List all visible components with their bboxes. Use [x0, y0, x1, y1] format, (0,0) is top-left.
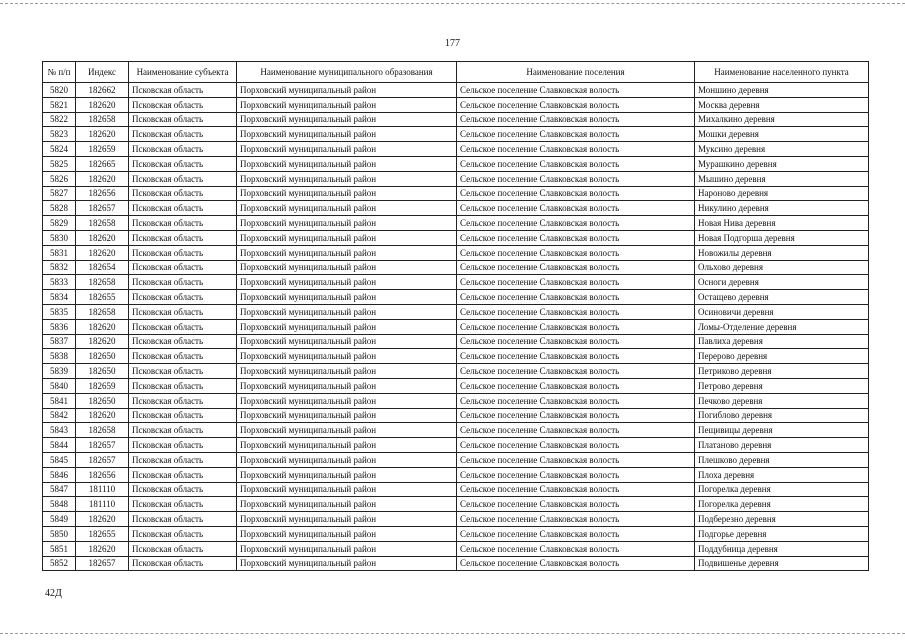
cell-settlement: Сельское поселение Славковская волость — [457, 378, 695, 393]
cell-index: 182620 — [76, 127, 129, 142]
table-row — [43, 438, 869, 453]
cell-index: 182655 — [76, 290, 129, 305]
cell-index: 182658 — [76, 112, 129, 127]
cell-settlement: Сельское поселение Славковская волость — [457, 201, 695, 216]
cell-settlement: Сельское поселение Славковская волость — [457, 349, 695, 364]
table-row — [43, 201, 869, 216]
table-row — [43, 83, 869, 98]
cell-subject: Псковская область — [129, 260, 237, 275]
cell-num: 5842 — [43, 408, 76, 423]
cell-locality: Новая Подгорша деревня — [695, 230, 869, 245]
cell-locality: Новая Нива деревня — [695, 216, 869, 231]
cell-index: 182655 — [76, 526, 129, 541]
cell-settlement: Сельское поселение Славковская волость — [457, 334, 695, 349]
table-row — [43, 142, 869, 157]
cell-settlement: Сельское поселение Славковская волость — [457, 512, 695, 527]
cell-subject: Псковская область — [129, 512, 237, 527]
cell-num: 5826 — [43, 171, 76, 186]
cell-settlement: Сельское поселение Славковская волость — [457, 142, 695, 157]
cell-settlement: Сельское поселение Славковская волость — [457, 186, 695, 201]
cell-settlement: Сельское поселение Славковская волость — [457, 156, 695, 171]
cell-settlement: Сельское поселение Славковская волость — [457, 556, 695, 571]
cell-num: 5834 — [43, 290, 76, 305]
cell-locality: Плешково деревня — [695, 452, 869, 467]
table-row — [43, 216, 869, 231]
page-number: 177 — [445, 38, 460, 49]
cell-subject: Псковская область — [129, 378, 237, 393]
cell-index: 182658 — [76, 304, 129, 319]
table-row — [43, 290, 869, 305]
table-row — [43, 186, 869, 201]
cell-index: 182658 — [76, 423, 129, 438]
cell-settlement: Сельское поселение Славковская волость — [457, 393, 695, 408]
cell-subject: Псковская область — [129, 349, 237, 364]
cell-num: 5845 — [43, 452, 76, 467]
cell-locality: Подберезно деревня — [695, 512, 869, 527]
cell-index: 182620 — [76, 319, 129, 334]
cell-num: 5838 — [43, 349, 76, 364]
cell-municipality: Порховский муниципальный район — [237, 334, 457, 349]
cell-subject: Псковская область — [129, 438, 237, 453]
cell-municipality: Порховский муниципальный район — [237, 127, 457, 142]
cell-subject: Псковская область — [129, 393, 237, 408]
cell-subject: Псковская область — [129, 364, 237, 379]
cell-settlement: Сельское поселение Славковская волость — [457, 364, 695, 379]
table-row — [43, 526, 869, 541]
cell-settlement: Сельское поселение Славковская волость — [457, 482, 695, 497]
table-header-row — [43, 62, 869, 83]
cell-subject: Псковская область — [129, 245, 237, 260]
cell-index: 182650 — [76, 364, 129, 379]
cell-locality: Перерово деревня — [695, 349, 869, 364]
cell-settlement: Сельское поселение Славковская волость — [457, 245, 695, 260]
cell-municipality: Порховский муниципальный район — [237, 201, 457, 216]
table-row — [43, 378, 869, 393]
cell-municipality: Порховский муниципальный район — [237, 408, 457, 423]
table-row — [43, 230, 869, 245]
cell-locality: Осиновичи деревня — [695, 304, 869, 319]
cell-num: 5831 — [43, 245, 76, 260]
cell-subject: Псковская область — [129, 556, 237, 571]
cell-subject: Псковская область — [129, 304, 237, 319]
cell-subject: Псковская область — [129, 112, 237, 127]
cell-municipality: Порховский муниципальный район — [237, 393, 457, 408]
cell-locality: Погорелка деревня — [695, 497, 869, 512]
table-row — [43, 467, 869, 482]
cell-index: 182665 — [76, 156, 129, 171]
cell-subject: Псковская область — [129, 186, 237, 201]
cell-subject: Псковская область — [129, 482, 237, 497]
cell-subject: Псковская область — [129, 230, 237, 245]
cell-municipality: Порховский муниципальный район — [237, 364, 457, 379]
cell-locality: Нароново деревня — [695, 186, 869, 201]
cell-municipality: Порховский муниципальный район — [237, 512, 457, 527]
table-row — [43, 393, 869, 408]
cell-locality: Остащево деревня — [695, 290, 869, 305]
table-row — [43, 260, 869, 275]
cell-num: 5847 — [43, 482, 76, 497]
cell-index: 182620 — [76, 245, 129, 260]
cell-index: 182658 — [76, 216, 129, 231]
cell-index: 182657 — [76, 438, 129, 453]
cell-settlement: Сельское поселение Славковская волость — [457, 467, 695, 482]
cell-num: 5820 — [43, 83, 76, 98]
header-index: Индекс — [76, 62, 129, 83]
cell-num: 5823 — [43, 127, 76, 142]
cell-locality: Печково деревня — [695, 393, 869, 408]
cell-num: 5832 — [43, 260, 76, 275]
table-row — [43, 127, 869, 142]
cell-municipality: Порховский муниципальный район — [237, 541, 457, 556]
cell-locality: Подвишенье деревня — [695, 556, 869, 571]
cell-num: 5828 — [43, 201, 76, 216]
cell-index: 182620 — [76, 230, 129, 245]
cell-municipality: Порховский муниципальный район — [237, 156, 457, 171]
cell-municipality: Порховский муниципальный район — [237, 349, 457, 364]
cell-subject: Псковская область — [129, 142, 237, 157]
cell-locality: Мошки деревня — [695, 127, 869, 142]
cell-municipality: Порховский муниципальный район — [237, 556, 457, 571]
cell-locality: Москва деревня — [695, 97, 869, 112]
cell-num: 5827 — [43, 186, 76, 201]
cell-subject: Псковская область — [129, 497, 237, 512]
cell-settlement: Сельское поселение Славковская волость — [457, 127, 695, 142]
cell-index: 182654 — [76, 260, 129, 275]
cell-num: 5841 — [43, 393, 76, 408]
cell-num: 5852 — [43, 556, 76, 571]
table-row — [43, 156, 869, 171]
cell-locality: Погиблово деревня — [695, 408, 869, 423]
cell-num: 5851 — [43, 541, 76, 556]
cell-num: 5822 — [43, 112, 76, 127]
header-num: № п/п — [43, 62, 76, 83]
cell-settlement: Сельское поселение Славковская волость — [457, 304, 695, 319]
cell-locality: Погорелка деревня — [695, 482, 869, 497]
cell-locality: Моншино деревня — [695, 83, 869, 98]
cell-num: 5849 — [43, 512, 76, 527]
cell-municipality: Порховский муниципальный район — [237, 452, 457, 467]
table-row — [43, 408, 869, 423]
cell-index: 182620 — [76, 541, 129, 556]
cell-municipality: Порховский муниципальный район — [237, 186, 457, 201]
cell-municipality: Порховский муниципальный район — [237, 482, 457, 497]
table-row — [43, 556, 869, 571]
cell-municipality: Порховский муниципальный район — [237, 83, 457, 98]
cell-settlement: Сельское поселение Славковская волость — [457, 438, 695, 453]
cell-subject: Псковская область — [129, 201, 237, 216]
cell-settlement: Сельское поселение Славковская волость — [457, 497, 695, 512]
cell-locality: Павлиха деревня — [695, 334, 869, 349]
cell-num: 5844 — [43, 438, 76, 453]
cell-settlement: Сельское поселение Славковская волость — [457, 171, 695, 186]
table-row — [43, 304, 869, 319]
cell-locality: Новожилы деревня — [695, 245, 869, 260]
cell-subject: Псковская область — [129, 334, 237, 349]
cell-locality: Михалкино деревня — [695, 112, 869, 127]
cell-num: 5850 — [43, 526, 76, 541]
table-row — [43, 349, 869, 364]
header-municipality: Наименование муниципального образования — [237, 62, 457, 83]
cell-index: 181110 — [76, 482, 129, 497]
cell-num: 5821 — [43, 97, 76, 112]
cell-municipality: Порховский муниципальный район — [237, 245, 457, 260]
cell-index: 182657 — [76, 556, 129, 571]
cell-settlement: Сельское поселение Славковская волость — [457, 216, 695, 231]
cell-subject: Псковская область — [129, 467, 237, 482]
cell-settlement: Сельское поселение Славковская волость — [457, 408, 695, 423]
cell-municipality: Порховский муниципальный район — [237, 290, 457, 305]
cell-index: 182650 — [76, 349, 129, 364]
cell-locality: Мурашкино деревня — [695, 156, 869, 171]
cell-num: 5836 — [43, 319, 76, 334]
table-row — [43, 452, 869, 467]
header-locality: Наименование населенного пункта — [695, 62, 869, 83]
table-row — [43, 497, 869, 512]
cell-subject: Псковская область — [129, 216, 237, 231]
cell-index: 182650 — [76, 393, 129, 408]
cell-subject: Псковская область — [129, 526, 237, 541]
cell-locality: Петриково деревня — [695, 364, 869, 379]
cell-locality: Поддубница деревня — [695, 541, 869, 556]
cell-settlement: Сельское поселение Славковская волость — [457, 541, 695, 556]
cell-index: 182620 — [76, 171, 129, 186]
table-row — [43, 423, 869, 438]
cell-num: 5824 — [43, 142, 76, 157]
cell-index: 182656 — [76, 467, 129, 482]
table-row — [43, 512, 869, 527]
table-row — [43, 364, 869, 379]
cell-num: 5829 — [43, 216, 76, 231]
cell-subject: Псковская область — [129, 290, 237, 305]
cell-settlement: Сельское поселение Славковская волость — [457, 423, 695, 438]
cell-index: 182656 — [76, 186, 129, 201]
settlements-table — [42, 61, 869, 571]
cell-municipality: Порховский муниципальный район — [237, 171, 457, 186]
cell-num: 5846 — [43, 467, 76, 482]
cell-locality: Плоха деревня — [695, 467, 869, 482]
page-bottom-edge — [0, 633, 905, 634]
table-body — [43, 83, 869, 571]
cell-num: 5843 — [43, 423, 76, 438]
cell-settlement: Сельское поселение Славковская волость — [457, 112, 695, 127]
cell-num: 5840 — [43, 378, 76, 393]
cell-num: 5839 — [43, 364, 76, 379]
cell-subject: Псковская область — [129, 127, 237, 142]
cell-num: 5825 — [43, 156, 76, 171]
cell-municipality: Порховский муниципальный район — [237, 275, 457, 290]
cell-subject: Псковская область — [129, 156, 237, 171]
cell-index: 182658 — [76, 275, 129, 290]
cell-municipality: Порховский муниципальный район — [237, 97, 457, 112]
cell-locality: Ломы-Отделение деревня — [695, 319, 869, 334]
cell-index: 182657 — [76, 452, 129, 467]
cell-municipality: Порховский муниципальный район — [237, 230, 457, 245]
cell-index: 182620 — [76, 334, 129, 349]
cell-subject: Псковская область — [129, 97, 237, 112]
table-row — [43, 275, 869, 290]
cell-municipality: Порховский муниципальный район — [237, 526, 457, 541]
cell-settlement: Сельское поселение Славковская волость — [457, 290, 695, 305]
cell-locality: Подгорье деревня — [695, 526, 869, 541]
cell-locality: Петрово деревня — [695, 378, 869, 393]
table-row — [43, 171, 869, 186]
table-row — [43, 112, 869, 127]
cell-num: 5833 — [43, 275, 76, 290]
cell-municipality: Порховский муниципальный район — [237, 112, 457, 127]
cell-num: 5830 — [43, 230, 76, 245]
cell-locality: Ольхово деревня — [695, 260, 869, 275]
cell-settlement: Сельское поселение Славковская волость — [457, 230, 695, 245]
table-row — [43, 541, 869, 556]
cell-index: 182620 — [76, 512, 129, 527]
cell-index: 182620 — [76, 408, 129, 423]
cell-subject: Псковская область — [129, 319, 237, 334]
cell-num: 5837 — [43, 334, 76, 349]
cell-subject: Псковская область — [129, 423, 237, 438]
cell-subject: Псковская область — [129, 452, 237, 467]
table-row — [43, 245, 869, 260]
cell-subject: Псковская область — [129, 171, 237, 186]
cell-municipality: Порховский муниципальный район — [237, 497, 457, 512]
page-top-edge — [0, 3, 905, 4]
cell-subject: Псковская область — [129, 275, 237, 290]
cell-settlement: Сельское поселение Славковская волость — [457, 319, 695, 334]
cell-num: 5835 — [43, 304, 76, 319]
cell-municipality: Порховский муниципальный район — [237, 304, 457, 319]
cell-index: 182657 — [76, 201, 129, 216]
cell-index: 182620 — [76, 97, 129, 112]
cell-municipality: Порховский муниципальный район — [237, 423, 457, 438]
cell-locality: Мышино деревня — [695, 171, 869, 186]
cell-index: 182662 — [76, 83, 129, 98]
table-row — [43, 482, 869, 497]
cell-subject: Псковская область — [129, 83, 237, 98]
table-row — [43, 97, 869, 112]
header-settlement: Наименование поселения — [457, 62, 695, 83]
cell-locality: Осноги деревня — [695, 275, 869, 290]
table-row — [43, 319, 869, 334]
cell-settlement: Сельское поселение Славковская волость — [457, 526, 695, 541]
cell-settlement: Сельское поселение Славковская волость — [457, 275, 695, 290]
cell-municipality: Порховский муниципальный район — [237, 378, 457, 393]
header-subject: Наименование субъекта — [129, 62, 237, 83]
cell-locality: Пещивицы деревня — [695, 423, 869, 438]
footer-code: 42Д — [45, 588, 62, 599]
cell-locality: Муксино деревня — [695, 142, 869, 157]
cell-municipality: Порховский муниципальный район — [237, 260, 457, 275]
cell-municipality: Порховский муниципальный район — [237, 438, 457, 453]
cell-settlement: Сельское поселение Славковская волость — [457, 83, 695, 98]
cell-municipality: Порховский муниципальный район — [237, 216, 457, 231]
cell-num: 5848 — [43, 497, 76, 512]
cell-municipality: Порховский муниципальный район — [237, 467, 457, 482]
cell-subject: Псковская область — [129, 408, 237, 423]
cell-municipality: Порховский муниципальный район — [237, 142, 457, 157]
cell-index: 181110 — [76, 497, 129, 512]
table-row — [43, 334, 869, 349]
cell-settlement: Сельское поселение Славковская волость — [457, 260, 695, 275]
cell-locality: Никулино деревня — [695, 201, 869, 216]
cell-index: 182659 — [76, 378, 129, 393]
cell-settlement: Сельское поселение Славковская волость — [457, 97, 695, 112]
cell-index: 182659 — [76, 142, 129, 157]
cell-municipality: Порховский муниципальный район — [237, 319, 457, 334]
cell-locality: Платаново деревня — [695, 438, 869, 453]
cell-settlement: Сельское поселение Славковская волость — [457, 452, 695, 467]
cell-subject: Псковская область — [129, 541, 237, 556]
